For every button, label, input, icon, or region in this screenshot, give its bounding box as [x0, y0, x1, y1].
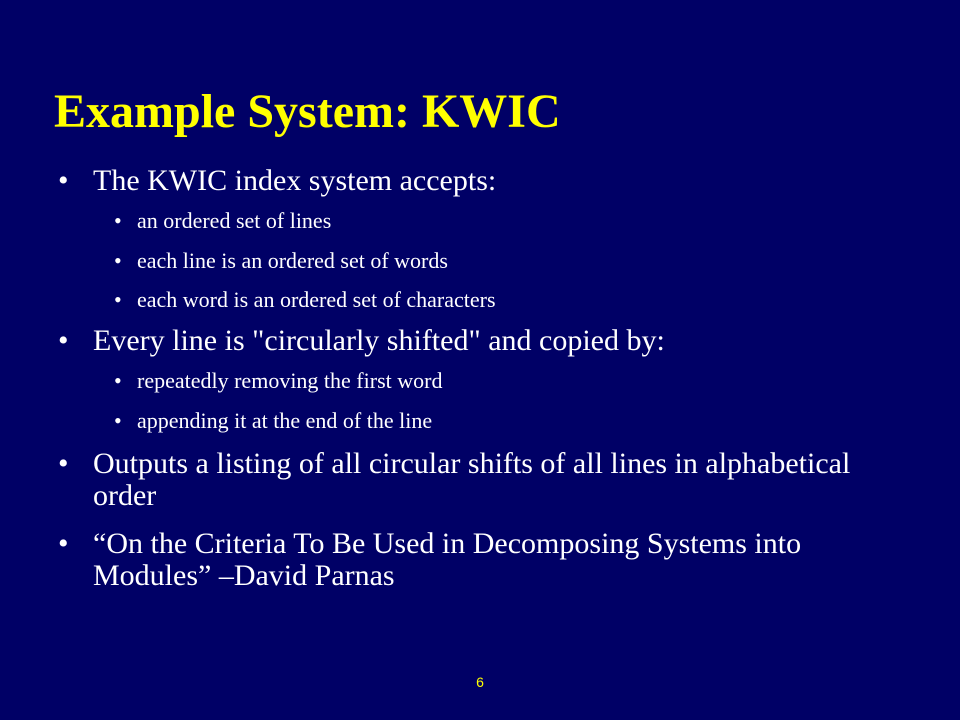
- sub-bullet-item: [114, 248, 894, 274]
- bullet-icon: •: [58, 324, 69, 357]
- sub-bullet-text: repeatedly removing the first word: [137, 368, 443, 393]
- bullet-item: [58, 325, 918, 357]
- bullet-icon: •: [114, 368, 122, 393]
- sub-bullet-item: [114, 287, 894, 313]
- bullet-text: Every line is "circularly shifted" and copied by:: [93, 324, 665, 357]
- sub-bullet-text: appending it at the end of the line: [137, 408, 433, 433]
- bullet-text: Outputs a listing of all circular shifts of all lines in alphabetical order: [93, 447, 851, 512]
- bullet-icon: •: [114, 287, 122, 312]
- bullet-text: “On the Criteria To Be Used in Decomposing Systems into Modules” –David Parnas: [93, 527, 802, 592]
- bullet-item: [58, 448, 918, 512]
- bullet-icon: •: [58, 527, 69, 560]
- sub-bullet-text: an ordered set of lines: [137, 208, 332, 233]
- bullet-icon: •: [114, 248, 122, 273]
- sub-bullet-item: [114, 408, 894, 434]
- sub-bullet-text: each line is an ordered set of words: [137, 248, 448, 273]
- bullet-item: [58, 165, 918, 197]
- bullet-icon: •: [114, 408, 122, 433]
- bullet-text: The KWIC index system accepts:: [93, 164, 497, 197]
- sub-bullet-text: each word is an ordered set of characters: [137, 287, 496, 312]
- bullet-item: [58, 528, 918, 592]
- bullet-icon: •: [58, 447, 69, 480]
- sub-bullet-item: [114, 368, 894, 394]
- page-number: 6: [476, 674, 484, 690]
- bullet-icon: •: [58, 164, 69, 197]
- slide-title: Example System: KWIC: [54, 85, 561, 138]
- sub-bullet-item: [114, 208, 894, 234]
- bullet-icon: •: [114, 208, 122, 233]
